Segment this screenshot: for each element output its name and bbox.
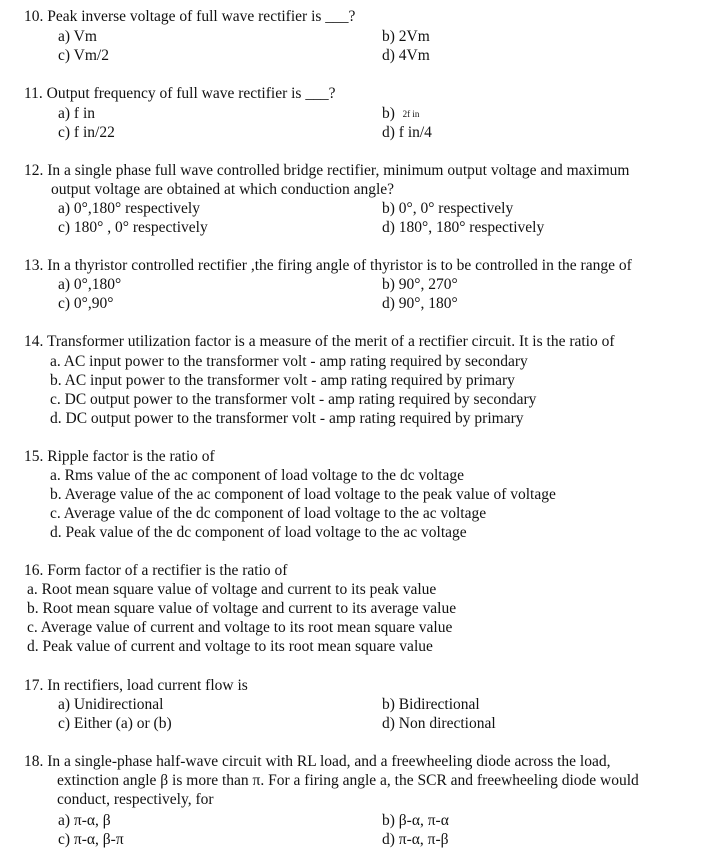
q15-option-d[interactable]: d. Peak value of the dc component of load voltage to the ac voltage: [50, 524, 467, 541]
q12-option-c[interactable]: c) 180° , 0° respectively: [58, 219, 208, 236]
q14-option-d[interactable]: d. DC output power to the transformer volt - amp rating required by primary: [50, 410, 524, 427]
q18-option-d[interactable]: d) π-α, π-β: [382, 831, 449, 848]
q11-option-d[interactable]: d) f in/4: [382, 124, 432, 141]
q14-option-c[interactable]: c. DC output power to the transformer volt - amp rating required by secondary: [50, 391, 537, 408]
q10-option-b[interactable]: b) 2Vm: [382, 28, 430, 45]
q15-stem: 15. Ripple factor is the ratio of: [24, 448, 215, 465]
q18-stem-line1: 18. In a single-phase half-wave circuit with RL load, and a freewheeling diode across the load,: [24, 753, 611, 770]
q12-stem-line2: output voltage are obtained at which conduction angle?: [51, 181, 395, 198]
q13-stem: 13. In a thyristor controlled rectifier ,the firing angle of thyristor is to be controlled in the range of: [24, 257, 632, 274]
q12-option-b[interactable]: b) 0°, 0° respectively: [382, 200, 514, 217]
q18-option-a[interactable]: a) π-α, β: [58, 812, 111, 829]
q12-option-a[interactable]: a) 0°,180° respectively: [58, 200, 200, 217]
q14-option-b[interactable]: b. AC input power to the transformer volt - amp rating required by primary: [50, 372, 515, 389]
q16-stem: 16. Form factor of a rectifier is the ratio of: [24, 562, 288, 579]
q17-option-b[interactable]: b) Bidirectional: [382, 696, 480, 713]
q13-option-b[interactable]: b) 90°, 270°: [382, 276, 458, 293]
q17-stem: 17. In rectifiers, load current flow is: [24, 677, 248, 694]
q15-option-b[interactable]: b. Average value of the ac component of load voltage to the peak value of voltage: [50, 486, 556, 503]
q18-stem-line3: conduct, respectively, for: [57, 791, 214, 808]
q10-option-c[interactable]: c) Vm/2: [58, 47, 109, 64]
q17-option-d[interactable]: d) Non directional: [382, 715, 496, 732]
q17-option-c[interactable]: c) Either (a) or (b): [58, 715, 172, 732]
q12-stem-line1: 12. In a single phase full wave controlled bridge rectifier, minimum output voltage and maximum: [24, 162, 630, 179]
q13-option-c[interactable]: c) 0°,90°: [58, 295, 114, 312]
q16-option-d[interactable]: d. Peak value of current and voltage to its root mean square value: [27, 638, 433, 655]
q18-stem-line2: extinction angle β is more than π. For a firing angle a, the SCR and freewheeling diode would: [57, 772, 639, 789]
q15-option-c[interactable]: c. Average value of the dc component of load voltage to the ac voltage: [50, 505, 487, 522]
q10-option-a[interactable]: a) Vm: [58, 28, 97, 45]
q18-option-b[interactable]: b) β-α, π-α: [382, 812, 449, 829]
q11-option-b-text: 2f in: [402, 109, 420, 119]
q11-option-b-prefix: b): [382, 105, 395, 122]
q10-option-d[interactable]: d) 4Vm: [382, 47, 430, 64]
q11-option-c[interactable]: c) f in/22: [58, 124, 115, 141]
q16-option-c[interactable]: c. Average value of current and voltage to its root mean square value: [27, 619, 453, 636]
q11-stem: 11. Output frequency of full wave rectifier is ___?: [24, 85, 336, 102]
q12-option-d[interactable]: d) 180°, 180° respectively: [382, 219, 545, 236]
q16-option-b[interactable]: b. Root mean square value of voltage and current to its average value: [27, 600, 457, 617]
q13-option-d[interactable]: d) 90°, 180°: [382, 295, 458, 312]
q14-stem: 14. Transformer utilization factor is a measure of the merit of a rectifier circuit. It is the ratio of: [24, 333, 615, 350]
q18-option-c[interactable]: c) π-α, β-π: [58, 831, 124, 848]
q10-stem: 10. Peak inverse voltage of full wave rectifier is ___?: [24, 8, 356, 25]
q11-option-b[interactable]: [382, 105, 419, 123]
q15-option-a[interactable]: a. Rms value of the ac component of load voltage to the dc voltage: [50, 467, 465, 484]
q16-option-a[interactable]: a. Root mean square value of voltage and current to its peak value: [27, 581, 437, 598]
q14-option-a[interactable]: a. AC input power to the transformer volt - amp rating required by secondary: [50, 353, 528, 370]
q17-option-a[interactable]: a) Unidirectional: [58, 696, 164, 713]
q11-option-a[interactable]: a) f in: [58, 105, 96, 122]
q13-option-a[interactable]: a) 0°,180°: [58, 276, 122, 293]
